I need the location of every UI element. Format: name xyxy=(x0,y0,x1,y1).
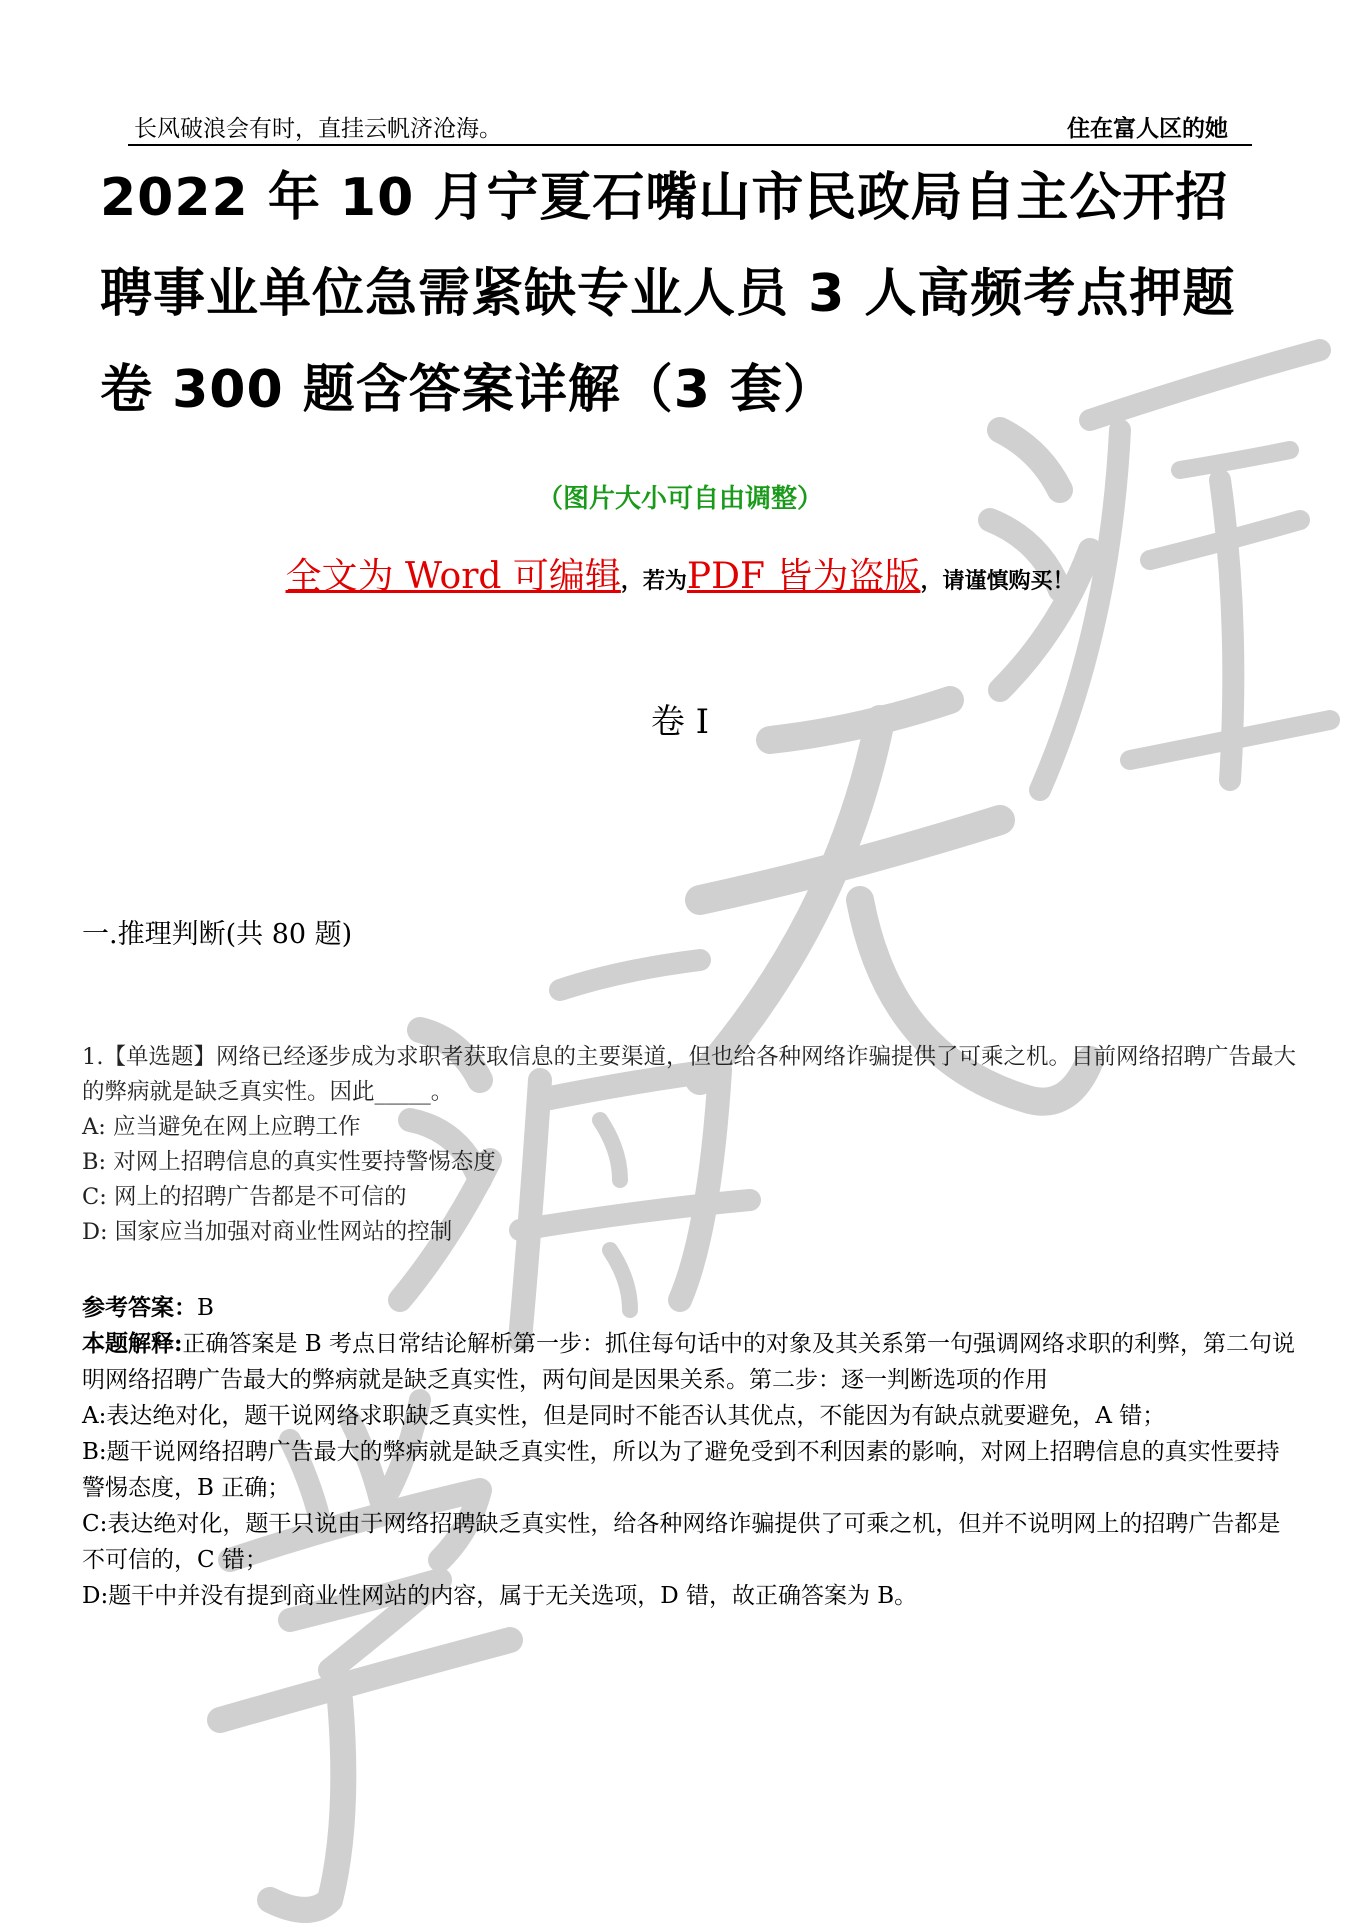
header-author: 住在富人区的她 xyxy=(1067,115,1228,142)
answer-line xyxy=(82,1290,1302,1326)
header-motto: 长风破浪会有时，直挂云帆济沧海。 xyxy=(134,116,502,142)
analysis-c: C:表达绝对化，题干只说由于网络招聘缺乏真实性，给各种网络诈骗提供了可乘之机，但并不说明网上的招聘广告都是不可信的，C 错； xyxy=(82,1511,1281,1573)
analysis-b: B:题干说网络招聘广告最大的弊病就是缺乏真实性，所以为了避免受到不利因素的影响，对网上招聘信息的真实性要持警惕态度，B 正确； xyxy=(82,1439,1280,1501)
piracy-notice xyxy=(0,548,1360,599)
analysis-d: D:题干中并没有提到商业性网站的内容，属于无关选项，D 错，故正确答案为 B。 xyxy=(82,1583,918,1609)
answer-value: B xyxy=(197,1295,214,1321)
explanation-paragraph xyxy=(82,1326,1302,1398)
explanation-label: 本题解释: xyxy=(82,1330,183,1357)
question-stem: 1.【单选题】网络已经逐步成为求职者获取信息的主要渠道，但也给各种网络诈骗提供了可乘之机。目前网络招聘广告最大的弊病就是缺乏真实性。因此_____。 xyxy=(82,1044,1296,1105)
question-1 xyxy=(82,1040,1302,1250)
option-a: A: 应当避免在网上应聘工作 xyxy=(82,1114,361,1140)
notice-connector: ，若为 xyxy=(620,568,687,594)
answer-label: 参考答案： xyxy=(82,1294,197,1321)
notice-pdf-pirated: PDF 皆为盗版 xyxy=(686,556,921,597)
option-b: B: 对网上招聘信息的真实性要持警惕态度 xyxy=(82,1149,496,1175)
answer-block xyxy=(82,1290,1302,1614)
explanation-text: 正确答案是 B 考点日常结论解析第一步：抓住每句话中的对象及其关系第一句强调网络求职的利弊，第二句说明网络招聘广告最大的弊病就是缺乏真实性，两句间是因果关系。第二步：逐一判断选项的作用 xyxy=(82,1331,1296,1393)
analysis-a: A:表达绝对化，题干说网络求职缺乏真实性，但是同时不能否认其优点，不能因为有缺点就要避免，A 错； xyxy=(82,1403,1166,1429)
option-d: D: 国家应当加强对商业性网站的控制 xyxy=(82,1219,453,1245)
page-header xyxy=(128,108,1252,146)
image-size-note: （图片大小可自由调整） xyxy=(536,484,823,514)
volume-label: 卷 I xyxy=(650,702,710,742)
section-heading: 一.推理判断(共 80 题) xyxy=(82,919,353,950)
option-c: C: 网上的招聘广告都是不可信的 xyxy=(82,1184,407,1210)
notice-word-editable: 全文为 Word 可编辑 xyxy=(285,556,621,597)
notice-warning: ，请谨慎购买！ xyxy=(920,568,1075,594)
document-title: 2022 年 10 月宁夏石嘴山市民政局自主公开招聘事业单位急需紧缺专业人员 3 人高频考点押题卷 300 题含答案详解（3 套） xyxy=(100,168,1236,420)
